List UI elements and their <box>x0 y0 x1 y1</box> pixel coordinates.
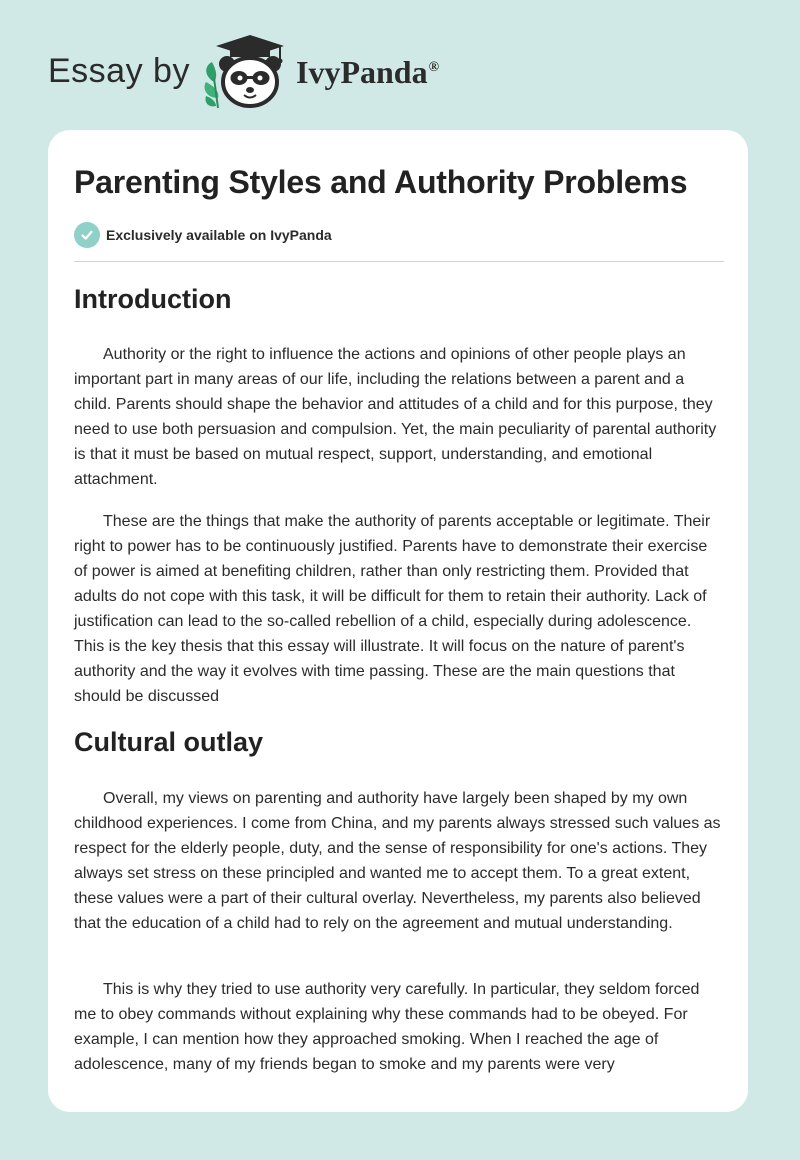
check-icon <box>74 222 100 248</box>
essay-by-label: Essay by <box>48 52 190 90</box>
paragraph: Overall, my views on parenting and authority have largely been shaped by my own childhood experiences. I come from China, and my parents always stressed such values as respect for the elderly people, duty, and the sense of responsibility for one's actions. They always set stress on these principled and wanted me to accept them. To a great extent, these values were a part of their cultural overlay. Nevertheless, my parents also believed that the education of a child had to rely on the agreement and mutual understanding. <box>74 790 721 932</box>
paragraph: Authority or the right to influence the actions and opinions of other people plays an important part in many areas of our life, including the relations between a parent and a child. Parents should shape the behavior and attitudes of a child and for this purpose, they need to use both persuasion and compulsion. Yet, the main peculiarity of parental authority is that it must be based on mutual respect, support, understanding, and emotional attachment. <box>74 346 717 488</box>
panda-logo-icon <box>200 34 292 110</box>
site-header <box>48 34 508 114</box>
brand-name <box>296 54 439 91</box>
brand-name-text: IvyPanda <box>296 54 428 90</box>
essay-card <box>48 130 748 1112</box>
title-divider <box>74 261 724 262</box>
exclusive-label: Exclusively available on IvyPanda <box>106 227 332 243</box>
registered-mark: ® <box>428 60 440 76</box>
page-title: Parenting Styles and Authority Problems <box>74 164 688 200</box>
exclusive-badge <box>74 222 332 248</box>
section-heading-introduction: Introduction <box>74 284 232 314</box>
paragraph: These are the things that make the authority of parents acceptable or legitimate. Their right to power has to be continuously justified. Parents have to demonstrate their exercise of power is aimed at benefiting children, rather than only restricting them. Provided that adults do not cope with this task, it will be difficult for them to retain their authority. Lack of justification can lead to the so-called rebellion of a child, especially during adolescence. This is the key thesis that this essay will illustrate. It will focus on the nature of parent's authority and the way it evolves with time passing. These are the main questions that should be discussed <box>74 513 711 705</box>
section-heading-cultural-outlay: Cultural outlay <box>74 727 264 757</box>
paragraph: This is why they tried to use authority very carefully. In particular, they seldom forced me to obey commands without explaining why these commands had to be obeyed. For example, I can mention how they approached smoking. When I reached the age of adolescence, many of my friends began to smoke and my parents were very <box>74 981 700 1073</box>
